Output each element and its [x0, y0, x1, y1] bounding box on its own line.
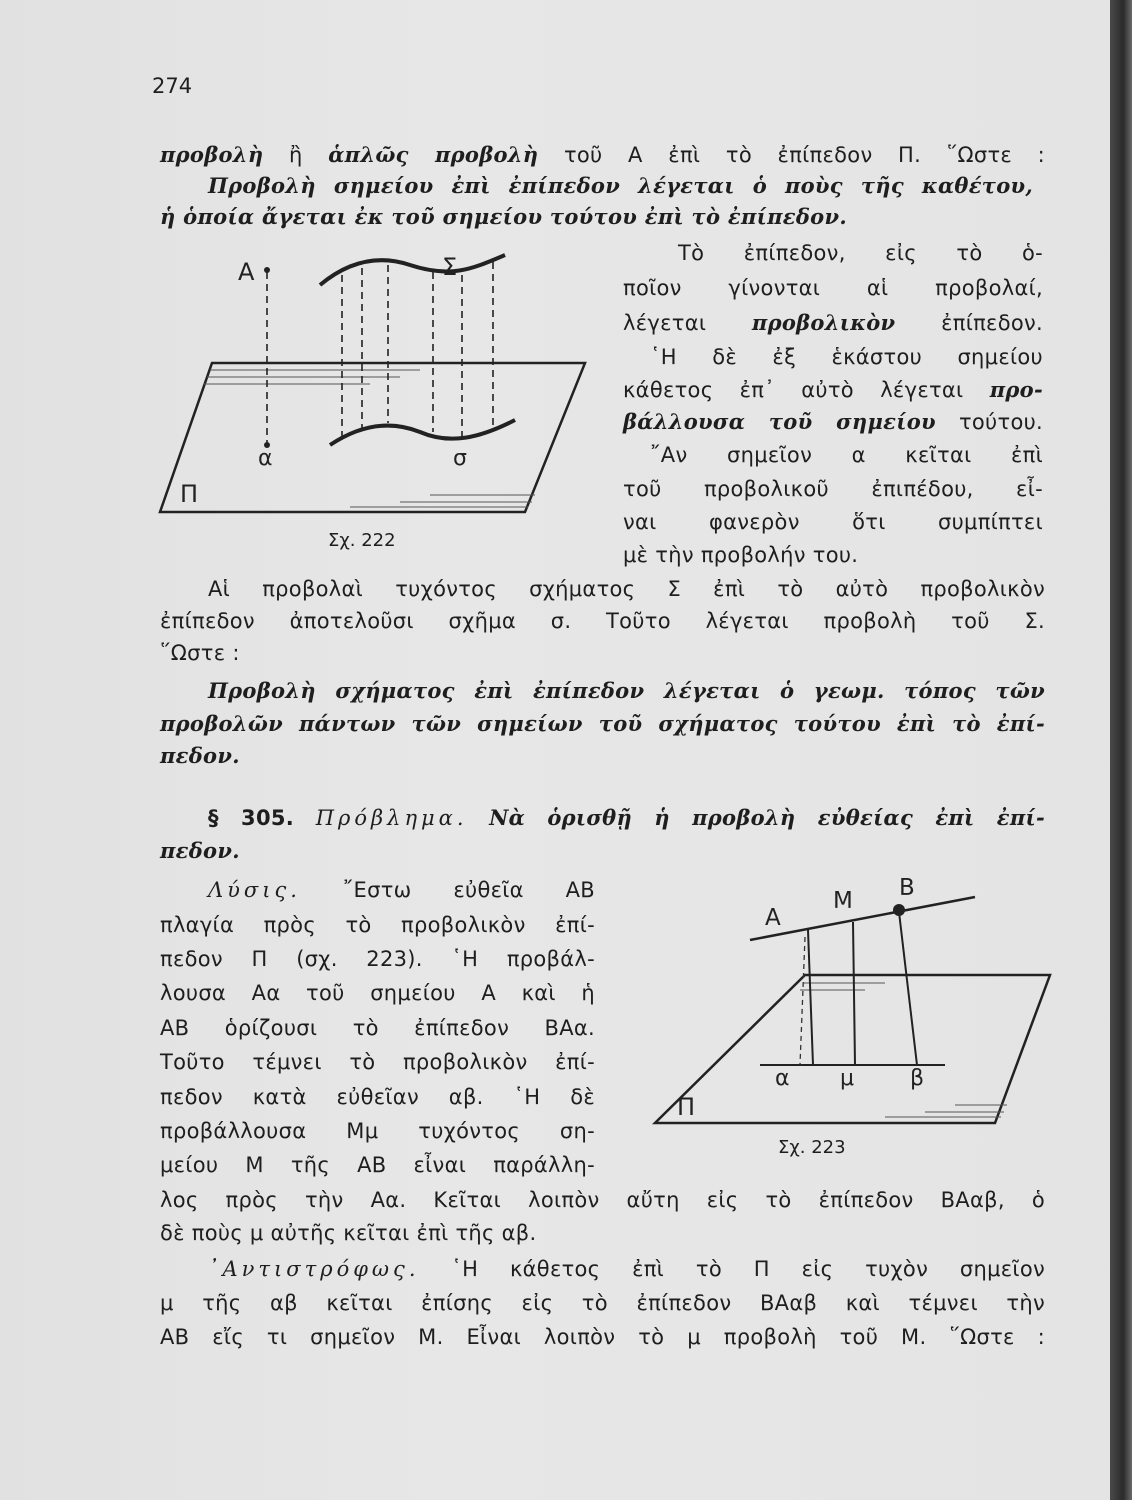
text-line: [160, 140, 1045, 170]
fig223-label-M: Μ: [833, 888, 853, 914]
page-edge-shadow: [1110, 0, 1132, 1500]
fig223-label-b: β: [910, 1066, 925, 1091]
section-number: § 305.: [208, 806, 295, 830]
text-line: Αἱ προβολαὶ τυχόντος σχήματος Σ ἐπὶ τὸ αὐτὸ προβολικὸν: [208, 577, 1045, 601]
converse-label: ᾽Αντιστρόφως.: [208, 1257, 420, 1281]
text-line: [623, 407, 1043, 437]
text-span: ἢ: [288, 143, 303, 167]
text-line: πεδον Π (σχ. 223). ῾Η προβάλ-: [160, 947, 595, 971]
text-line: ῾Η δὲ ἐξ ἑκάστου σημείου: [650, 345, 1043, 369]
text-line: προβάλλουσα Μμ τυχόντος ση-: [160, 1119, 595, 1143]
text-line: [208, 1254, 1045, 1284]
term-projecting: προ-: [989, 377, 1043, 402]
text-line: ΑΒ εἴς τι σημεῖον Μ. Εἶναι λοιπὸν τὸ μ προβολὴ τοῦ Μ. ῞Ωστε :: [160, 1325, 1045, 1349]
fig222-label-Sigma: Σ: [442, 253, 458, 281]
text-line: μὲ τὴν προβολήν του.: [623, 543, 859, 567]
text-line: δὲ ποὺς μ αὐτῆς κεῖται ἐπὶ τῆς αβ.: [160, 1221, 537, 1245]
fig222-label-A: Α: [238, 258, 255, 286]
term-projecting-line: βάλλουσα τοῦ σημείου: [623, 409, 936, 434]
term-simple-projection: ἁπλῶς προβολὴ: [328, 142, 539, 167]
figure-223: [655, 865, 1055, 1135]
text-span: τοῦ Α ἐπὶ τὸ ἐπίπεδον Π. ῞Ωστε :: [563, 143, 1046, 167]
fig223-label-B: Β: [899, 875, 915, 901]
text-line: Τοῦτο τέμνει τὸ προβολικὸν ἐπί-: [160, 1050, 595, 1074]
fig223-label-a: α: [775, 1066, 790, 1091]
section-title-cont: πεδον.: [160, 838, 240, 863]
text-line: ΑΒ ὁρίζουσι τὸ ἐπίπεδον ΒΑα.: [160, 1016, 595, 1040]
text-span: τούτου.: [958, 410, 1044, 434]
line-AB: [750, 897, 975, 940]
page-number: 274: [152, 74, 193, 98]
definition-line: πεδον.: [160, 743, 240, 768]
fig223-label-P: Π: [677, 1093, 696, 1121]
text-span: κάθετος ἐπ᾽ αὐτὸ λέγεται: [623, 378, 964, 402]
term-projection-plane: προβολικὸν: [751, 310, 896, 335]
plane-P: [160, 363, 585, 512]
text-span: ῎Εστω εὐθεῖα ΑΒ: [342, 878, 595, 902]
text-line: μ τῆς αβ κεῖται ἐπίσης εἰς τὸ ἐπίπεδον ΒΑαβ καὶ τέμνει τὴν: [160, 1291, 1045, 1315]
fig222-label-s: σ: [453, 446, 467, 471]
fig222-label-P: Π: [180, 480, 199, 508]
text-line: [623, 308, 1043, 338]
solution-label: Λύσις.: [208, 878, 301, 902]
figure-222-caption: Σχ. 222: [328, 530, 396, 551]
text-span: λέγεται: [623, 311, 707, 335]
definition-line: ἡ ὁποία ἄγεται ἐκ τοῦ σημείου τούτου ἐπὶ τὸ ἐπίπεδον.: [160, 204, 847, 229]
text-line: πεδον κατὰ εὐθεῖαν αβ. ῾Η δὲ: [160, 1085, 595, 1109]
section-title: Νὰ ὁρισθῇ ἡ προβολὴ εὐθείας ἐπὶ ἐπί-: [489, 805, 1045, 830]
plane-P: [655, 975, 1050, 1123]
definition-line: Προβολὴ σχήματος ἐπὶ ἐπίπεδον λέγεται ὁ γεωμ. τόπος τῶν: [208, 678, 1045, 703]
text-line: ῎Αν σημεῖον α κεῖται ἐπὶ: [650, 443, 1043, 467]
curve-Sigma: [320, 255, 505, 285]
definition-line: Προβολὴ σημείου ἐπὶ ἐπίπεδον λέγεται ὁ ποὺς τῆς καθέτου,: [208, 173, 1033, 198]
fig223-label-m: μ: [840, 1066, 854, 1091]
text-line: λουσα Αα τοῦ σημείου Α καὶ ἡ: [160, 981, 595, 1005]
curve-sigma: [330, 420, 515, 445]
text-line: τοῦ προβολικοῦ ἐπιπέδου, εἶ-: [623, 477, 1043, 501]
term-projection: προβολὴ: [160, 142, 264, 167]
text-line: ῞Ωστε :: [160, 641, 240, 665]
text-line: ναι φανερὸν ὅτι συμπίπτει: [623, 510, 1043, 534]
fig223-label-A: Α: [765, 905, 781, 931]
text-line: [623, 375, 1043, 405]
text-line: [208, 875, 595, 905]
figure-223-caption: Σχ. 223: [778, 1137, 846, 1158]
text-line: μείου Μ τῆς ΑΒ εἶναι παράλλη-: [160, 1153, 595, 1177]
definition-line: προβολῶν πάντων τῶν σημείων τοῦ σχήματος τούτου ἐπὶ τὸ ἐπί-: [160, 711, 1045, 736]
text-line: πλαγία πρὸς τὸ προβολικὸν ἐπί-: [160, 913, 595, 937]
fig222-label-a: α: [258, 446, 273, 471]
figure-222: [150, 240, 610, 530]
text-line: Τὸ ἐπίπεδον, εἰς τὸ ὁ-: [678, 241, 1043, 265]
text-line: λος πρὸς τὴν Αα. Κεῖται λοιπὸν αὔτη εἰς τὸ ἐπίπεδον ΒΑαβ, ὁ: [160, 1188, 1045, 1212]
text-span: ἐπίπεδον.: [941, 311, 1043, 335]
text-line: ἐπίπεδον ἀποτελοῦσι σχῆμα σ. Τοῦτο λέγεται προβολὴ τοῦ Σ.: [160, 609, 1045, 633]
section-label: Πρόβλημα.: [315, 806, 468, 830]
text-line: ποῖον γίνονται αἱ προβολαί,: [623, 276, 1043, 300]
text-span: ῾Η κάθετος ἐπὶ τὸ Π εἰς τυχὸν σημεῖον: [451, 1257, 1045, 1281]
section-heading: [208, 803, 1045, 833]
